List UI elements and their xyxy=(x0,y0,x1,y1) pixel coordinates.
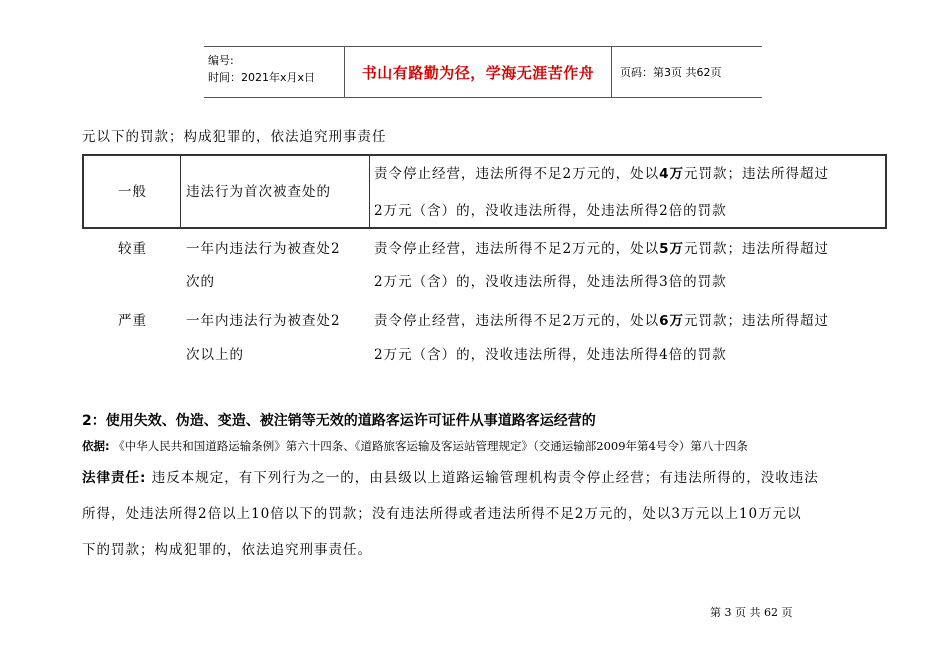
liability-line: 所得，处违法所得2倍以上10倍以下的罚款；没有违法所得或者违法所得不足2万元的，处以3万元以上10万元以 xyxy=(82,506,802,522)
header-motto-cell xyxy=(345,47,612,97)
legal-liability xyxy=(82,466,819,486)
fine-amount: 6万 xyxy=(659,313,684,329)
section-heading: 2：使用失效、伪造、变造、被注销等无效的道路客运许可证件从事道路客运经营的 xyxy=(82,413,596,429)
penalty-level: 较重 xyxy=(118,241,147,257)
penalty-condition: 一年内违法行为被查处2 xyxy=(186,241,341,257)
basis-label: 依据: xyxy=(82,439,110,453)
fine-amount: 4万 xyxy=(659,166,684,182)
penalty-description: 责令停止经营，违法所得不足2万元的，处以5万元罚款；违法所得超过 xyxy=(374,241,829,257)
liability-label: 法律责任: xyxy=(82,470,147,486)
header-page-info: 页码：第3页 共62页 xyxy=(620,66,722,79)
header-meta-cell xyxy=(204,47,345,97)
penalty-description: 责令停止经营，违法所得不足2万元的，处以4万元罚款；违法所得超过 xyxy=(374,166,829,182)
table-divider xyxy=(180,156,181,227)
document-header xyxy=(204,46,762,98)
liability-line: 下的罚款；构成犯罪的，依法追究刑事责任。 xyxy=(82,542,372,558)
penalty-level: 一般 xyxy=(118,184,147,200)
penalty-level: 严重 xyxy=(118,313,147,329)
penalty-condition: 一年内违法行为被查处2 xyxy=(186,313,341,329)
header-motto: 书山有路勤为径，学海无涯苦作舟 xyxy=(361,64,595,82)
penalty-description-line2: 2万元（含）的，没收违法所得，处违法所得4倍的罚款 xyxy=(374,347,727,363)
penalty-condition-line2: 次的 xyxy=(186,274,215,290)
penalty-description-line2: 2万元（含）的，没收违法所得，处违法所得2倍的罚款 xyxy=(374,203,727,219)
serial-number-label: 编号: xyxy=(208,54,234,67)
liability-line: 违反本规定，有下列行为之一的，由县级以上道路运输管理机构责令停止经营；有违法所得的，没收违法 xyxy=(151,470,819,486)
legal-basis xyxy=(82,438,748,454)
intro-line: 元以下的罚款；构成犯罪的，依法追究刑事责任 xyxy=(82,129,387,145)
penalty-description: 责令停止经营，违法所得不足2万元的，处以6万元罚款；违法所得超过 xyxy=(374,313,829,329)
table-divider xyxy=(369,156,370,227)
penalty-description-line2: 2万元（含）的，没收违法所得，处违法所得3倍的罚款 xyxy=(374,274,727,290)
page-footer-number: 第 3 页 共 62 页 xyxy=(710,606,793,619)
document-time: 时间：2021年x月x日 xyxy=(208,71,316,84)
penalty-condition: 违法行为首次被查处的 xyxy=(186,184,331,200)
fine-amount: 5万 xyxy=(659,241,684,257)
basis-text: 《中华人民共和国道路运输条例》第六十四条、《道路旅客运输及客运站管理规定》（交通运输部2009年第4号令）第八十四条 xyxy=(113,439,748,453)
penalty-condition-line2: 次以上的 xyxy=(186,347,244,363)
